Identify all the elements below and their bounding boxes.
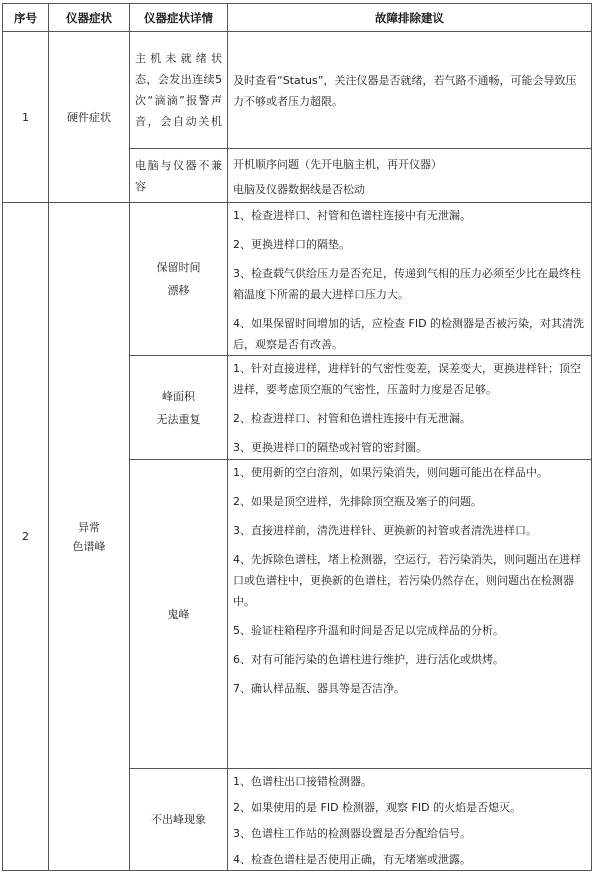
suggestion-text: 7、确认样品瓶、器具等是否洁净。 <box>233 682 405 695</box>
symptom-detail: 电脑与仪器不兼容 <box>130 149 228 203</box>
symptom-detail: 保留时间 漂移 <box>130 203 228 356</box>
symptom-cell <box>49 203 130 871</box>
suggestion-text: 1、使用新的空白溶剂，如果污染消失，则问题可能出在样品中。 <box>233 466 548 479</box>
suggestion-text: 电脑及仪器数据线是否松动 <box>233 182 365 196</box>
suggestion-text: 1、检查进样口、衬管和色谱柱连接中有无泄漏。 <box>233 209 471 222</box>
symptom-cell: 硬件症状 <box>49 32 130 203</box>
suggestion-text: 3、直接进样前，清洗进样针、更换新的衬管或者清洗进样口。 <box>233 524 537 537</box>
suggestion-text: 4、检查色谱柱是否使用正确，有无堵塞或泄露。 <box>233 853 471 866</box>
suggestion-text: 3、色谱柱工作站的检测器设置是否分配给信号。 <box>233 827 471 840</box>
suggestion-text: 2、更换进样口的隔垫。 <box>233 238 350 251</box>
suggestion-cell <box>228 460 592 769</box>
suggestion-text: 4、先拆除色谱柱，堵上检测器，空运行，若污染消失，则问题出在进样口或色谱柱中，更换新的色谱柱，若污染仍然存在，则问题出在检测器中。 <box>233 553 581 608</box>
table-row <box>3 32 592 149</box>
header-detail: 仪器症状详情 <box>130 4 228 32</box>
suggestion-text: 2、如果使用的是 FID 检测器，观察 FID 的火焰是否熄灭。 <box>233 801 522 814</box>
suggestion-text: 2、检查进样口、衬管和色谱柱连接中有无泄漏。 <box>233 412 471 425</box>
row-number: 2 <box>3 203 49 871</box>
suggestion-cell <box>228 32 592 149</box>
suggestion-text: 3、检查载气供给压力是否充足，传递到气相的压力必须至少比在最终柱箱温度下所需的最大进样口压力大。 <box>233 267 581 301</box>
symptom-detail: 鬼峰 <box>130 460 228 769</box>
header-no: 序号 <box>3 4 49 32</box>
symptom-detail: 峰面积 无法重复 <box>130 356 228 460</box>
suggestion-cell <box>228 203 592 356</box>
suggestion-text: 1、色谱柱出口接错检测器。 <box>233 775 372 788</box>
symptom-detail: 不出峰现象 <box>130 769 228 871</box>
suggestion-cell <box>228 149 592 203</box>
suggestion-text: 2、如果是顶空进样，先排除顶空瓶及塞子的问题。 <box>233 495 482 508</box>
symptom-text: 异常 色谱峰 <box>72 520 106 553</box>
row-number: 1 <box>3 32 49 203</box>
suggestion-cell <box>228 769 592 871</box>
header-suggestion: 故障排除建议 <box>228 4 592 32</box>
header-symptom: 仪器症状 <box>49 4 130 32</box>
suggestion-text: 开机顺序问题（先开电脑主机，再开仪器） <box>233 157 442 171</box>
suggestion-text: 1、针对直接进样，进样针的气密性变差，误差变大，更换进样针；顶空进样，要考虑顶空瓶的气密性，压盖时力度是否足够。 <box>233 362 581 396</box>
header-row <box>3 4 592 32</box>
suggestion-text: 6、对有可能污染的色谱柱进行维护，进行活化或烘烤。 <box>233 653 504 666</box>
suggestion-text: 4、如果保留时间增加的话，应检查 FID 的检测器是否被污染，对其清洗后，观察是否有改善。 <box>233 317 585 351</box>
table-row <box>3 203 592 356</box>
suggestion-cell <box>228 356 592 460</box>
suggestion-text: 3、更换进样口的隔垫或衬管的密封圈。 <box>233 441 427 454</box>
symptom-detail: 主机未就绪状态，会发出连续5次“滴滴”报警声音，会自动关机 <box>130 32 228 149</box>
troubleshooting-table <box>2 3 592 871</box>
suggestion-text: 5、验证柱箱程序升温和时间是否足以完成样品的分析。 <box>233 624 504 637</box>
suggestion-text: 及时查看“Status”，关注仪器是否就绪，若气路不通畅，可能会导致压力不够或者压力超限。 <box>233 74 577 108</box>
